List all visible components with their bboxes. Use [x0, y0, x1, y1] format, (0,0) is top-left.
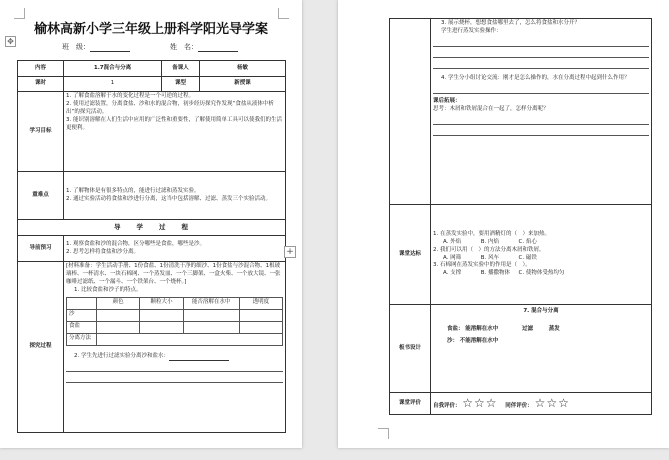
answer-line[interactable] — [66, 363, 283, 372]
comparison-table — [66, 297, 283, 346]
self-eval-stars-icon[interactable]: ☆☆☆ — [462, 395, 498, 410]
step-two-text: 2. 学生先进行过滤实验分离沙和盐水： — [74, 352, 169, 359]
objective-item: 2. 使用过滤装置，分离食盐、沙和水的混合物，初步经历探究作发现“食盐从液体中析出”的探究活动。 — [66, 100, 274, 115]
table-cell[interactable] — [97, 309, 140, 321]
table-row — [67, 309, 283, 321]
table-cell[interactable] — [239, 309, 282, 321]
name-label: 姓 名： — [170, 43, 198, 51]
class-label: 班 级： — [62, 43, 90, 51]
question-three-sub: 学生进行蒸发实验操作： — [441, 27, 502, 34]
materials-text: [材料准备：学生活动手册、1份食盐、1份清洗干净的细沙、1份食盐与沙混合物、1根玻璃棒、一杯清水、一块石棉网、一个蒸发皿、一个三脚架、一盒火柴、一个放大镜、一张咖啡过滤纸、一个漏斗、一个铁架台、一个烧杯。] — [66, 263, 281, 285]
option-a[interactable]: A. 外焰 — [443, 238, 462, 245]
eval-cell — [431, 393, 652, 415]
board-row — [433, 338, 649, 346]
table-cell[interactable] — [183, 309, 239, 321]
table-cell[interactable] — [239, 321, 282, 333]
keypoint-item: 2. 通过实验活动将食盐和沙进行分离，这当中包括溶解、过滤、蒸发三个实验活动。 — [66, 195, 271, 202]
board-title: 7. 混合与分离 — [523, 308, 559, 314]
keypoint-item: 1. 了解物体是有很多特点的，能进行过滤和蒸发实验。 — [66, 187, 200, 194]
objectives-label: 学习目标 — [18, 92, 64, 172]
answer-line[interactable] — [433, 127, 649, 136]
name-blank[interactable] — [198, 43, 238, 52]
board-text: 沙： — [447, 337, 459, 344]
preview-item: 1. 观察食盐和沙的混合物，区分哪些是食盐，哪些是沙。 — [66, 240, 205, 247]
continued-label-cell — [390, 19, 431, 205]
self-eval-label: 自我评价： — [433, 402, 461, 409]
comparison-header: 能否溶解在水中 — [183, 297, 239, 309]
practice-cell — [431, 205, 652, 305]
question-four: 4. 学生分小组讨论交流：刚才是怎么操作的，水在分离过程中起到什么作用？ — [441, 74, 630, 81]
answer-line[interactable] — [433, 85, 649, 94]
preview-item: 2. 思考怎样将食盐和沙分离。 — [66, 248, 139, 255]
table-cell[interactable] — [183, 321, 239, 333]
objective-item: 1. 了解食盐溶解于水的变化过程是一个可逆的过程。 — [66, 93, 194, 99]
step-one: 1. 比较食盐和沙子的特点。 — [74, 286, 142, 293]
comparison-header — [67, 297, 97, 309]
table-cell[interactable] — [140, 321, 183, 333]
name-field — [170, 42, 238, 52]
objective-item: 3. 能识别溶解在人们生活中应用的广泛性和重要性，了解使用简单工具可以使我们的生活更便利。 — [66, 116, 282, 131]
practice-options — [433, 239, 649, 247]
question-three: 3. 展示烧杯，想想食盐哪里去了，怎么将食盐和水分开？ — [441, 20, 580, 26]
row-label: 沙 — [67, 309, 97, 321]
comparison-header: 颗粒大小 — [140, 297, 183, 309]
answer-blank[interactable] — [169, 352, 229, 361]
practice-question: 3. 石棉网在蒸发实验中的作用是（ ）。 — [433, 262, 531, 269]
comparison-header: 颜色 — [97, 297, 140, 309]
table-cell[interactable] — [140, 309, 183, 321]
option-b[interactable]: B. 内焰 — [480, 238, 500, 245]
page-title: 榆林高新小学三年级上册科学阳光导学案 — [33, 22, 268, 37]
type-label: 课型 — [162, 77, 200, 92]
continued-cell — [431, 19, 652, 205]
class-field — [62, 42, 130, 52]
preview-cell — [64, 236, 286, 262]
period-label: 课时 — [18, 77, 64, 92]
answer-line[interactable] — [433, 49, 649, 58]
answer-line[interactable] — [433, 60, 649, 69]
crop-mark — [378, 428, 389, 439]
extend-title: 课后拓展： — [433, 97, 461, 104]
peer-eval-label: 同伴评价： — [505, 402, 533, 409]
board-cell — [431, 305, 652, 393]
answer-line[interactable] — [433, 38, 649, 47]
option-b[interactable]: B. 播撒物体 — [480, 270, 511, 277]
board-text: 蒸发 — [548, 325, 560, 332]
board-label: 板书设计 — [390, 305, 431, 393]
table-move-handle-icon[interactable]: ✥ — [5, 36, 16, 47]
board-text: 能溶解在水中 — [465, 325, 499, 332]
document-page-right — [338, 0, 669, 448]
explore-cell — [64, 262, 286, 433]
content-label: 内容 — [18, 61, 64, 77]
table-cell[interactable] — [97, 321, 140, 333]
option-b[interactable]: B. 风车 — [480, 254, 500, 261]
lesson-table-continued — [389, 18, 652, 415]
table-row — [67, 333, 283, 345]
content-value: 1.7混合与分离 — [64, 61, 162, 77]
prepared-value: 杨敏 — [200, 61, 286, 77]
extend-text: 思考：木屑和铁屑混合在一起了，怎样分离呢？ — [433, 105, 549, 112]
peer-eval-stars-icon[interactable]: ☆☆☆ — [534, 395, 570, 410]
comparison-header: 透明度 — [239, 297, 282, 309]
preview-label: 导前预习 — [18, 236, 64, 262]
board-text: 过滤 — [522, 325, 534, 332]
explore-label: 探究过程 — [18, 262, 64, 433]
class-blank[interactable] — [90, 43, 130, 52]
objectives-cell — [64, 92, 286, 172]
type-value: 新授课 — [200, 77, 286, 92]
document-page-left — [0, 0, 302, 448]
keypoints-label: 重难点 — [18, 172, 64, 220]
table-row — [67, 321, 283, 333]
row-label: 分离方法 — [67, 333, 97, 345]
option-a[interactable]: A. 网筛 — [443, 254, 462, 261]
row-label: 食盐 — [67, 321, 97, 333]
board-text: 不能溶解在水中 — [459, 337, 499, 344]
practice-question: 2. 我们可以用（ ）的方法分离木屑和铁屑。 — [433, 246, 545, 253]
table-cell[interactable] — [97, 333, 283, 345]
board-text: 食盐： — [447, 325, 464, 332]
option-a[interactable]: A. 支撑 — [443, 270, 462, 277]
prepared-label: 备课人 — [162, 61, 200, 77]
practice-label: 课堂达标 — [390, 205, 431, 305]
answer-line[interactable] — [433, 116, 649, 125]
answer-line[interactable] — [66, 374, 283, 383]
eval-label: 课堂评价 — [390, 393, 431, 415]
practice-options — [433, 270, 649, 278]
add-row-icon[interactable]: + — [284, 246, 296, 258]
option-c[interactable]: C. 使物体受热均匀 — [518, 270, 565, 277]
period-value: 1 — [64, 77, 162, 92]
keypoints-cell — [64, 172, 286, 220]
lesson-table — [17, 60, 286, 433]
option-c[interactable]: C. 磁铁 — [518, 254, 537, 261]
step-two — [66, 352, 283, 361]
board-row — [433, 326, 649, 334]
option-c[interactable]: C. 焰心 — [518, 238, 537, 245]
practice-question: 1. 在蒸发实验中，要用酒精灯的（ ）来加热。 — [433, 230, 550, 237]
process-header: 导 学 过 程 — [18, 220, 286, 236]
